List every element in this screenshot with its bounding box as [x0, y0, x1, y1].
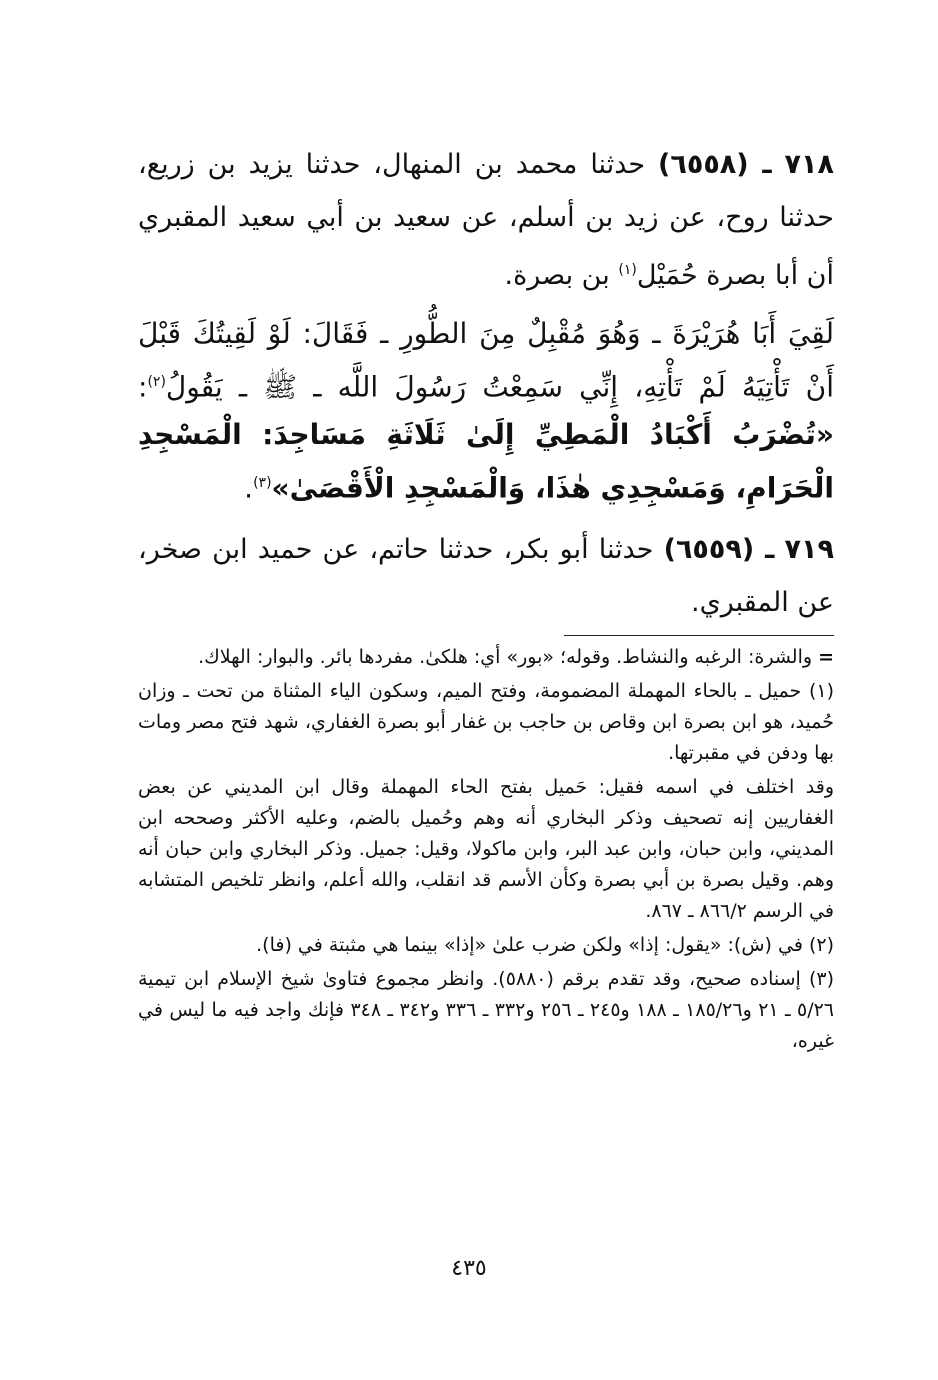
continuation-text: والشرة: الرغبه والنشاط. وقوله؛ «بور» أي: هلكىٰ. مفردها بائر. والبوار: الهلاك.	[198, 645, 813, 668]
continuation-mark: =	[818, 645, 834, 668]
footnote-ref-3[interactable]: (٣)	[253, 475, 272, 492]
hadith-718-matn	[138, 310, 834, 513]
matn-text-1: لَقِيَ أَبَا هُرَيْرَةَ ـ وَهُوَ مُقْبِلٌ مِنَ الطُّورِ ـ فَقَالَ: لَوْ لَقِيتُكَ قَبْلَ أَنْ تَأْتِيَهُ لَمْ تَأْتِهِ، إِنِّي سَمِعْتُ رَسُولَ اللَّه ـ ﷺ ـ يَقُولُ	[138, 317, 834, 404]
footnote-ref-2[interactable]: (٢)	[147, 374, 166, 390]
hadith-719-isnad: ٧١٩ ـ (٦٥٥٩) حدثنا أبو بكر، حدثنا حاتم، عن حميد ابن صخر، عن المقبري.	[138, 533, 834, 618]
matn-end: .	[244, 471, 254, 505]
matn-text-2: :	[138, 370, 148, 404]
hadith-718-ref: (٦٥٥٨)	[658, 149, 749, 180]
footnotes	[138, 642, 834, 1057]
hadith-718-number: ٧١٨	[784, 149, 834, 180]
hadith-719	[138, 523, 834, 629]
page-number: ٤٣٥	[451, 1256, 487, 1281]
hadith-719-isnad-text: حدثنا أبو بكر، حدثنا حاتم، عن حميد ابن صخر، عن المقبري.	[138, 533, 834, 618]
footnote-continuation	[138, 642, 834, 673]
footnote-2: (٢) في (ش): «يقول: إذا» ولكن ضرب علىٰ «إذا» بينما هي مثبتة في (فا).	[256, 933, 834, 956]
hadith-719-number: ٧١٩	[784, 533, 834, 565]
footnote-ref-1[interactable]: (١)	[618, 262, 637, 278]
hadith-718-isnad-text-2: بن بصرة.	[504, 260, 610, 291]
footnote-divider	[564, 635, 834, 636]
footnote-1a: (١) حميل ـ بالحاء المهملة المضمومة، وفتح الميم، وسكون الياء المثناة من تحت ـ وزان حُميد، هو ابن بصرة ابن وقاص بن حاجب بن غفار أبو بصرة الغفاري، شهد فتح مصر ومات بها ودفن في مقبرتها.	[138, 679, 834, 764]
hadith-718-isnad: ٧١٨ ـ (٦٥٥٨) حدثنا محمد بن المنهال، حدثنا يزيد بن زريع، حدثنا روح، عن زيد بن أسلم، عن سعيد بن أبي سعيد المقبري أن أبا بصرة حُمَيْل$^{(١)}$ بن بصرة.	[138, 149, 834, 291]
hadith-718-isnad-text-1: حدثنا محمد بن المنهال، حدثنا يزيد بن زريع، حدثنا روح، عن زيد بن أسلم، عن سعيد بن أبي سعيد المقبري أن أبا بصرة حُمَيْل	[138, 149, 834, 291]
footnote-1b: وقد اختلف في اسمه فقيل: حَميل بفتح الحاء المهملة وقال ابن المديني عن بعض الغفاريين إنه تصحيف وذكر البخاري أنه وهم وحُميل بالضم، وعليه الأكثر وصححه ابن المديني، وابن حبان، وابن عبد البر، وابن ماكولا، وقيل: جميل. وذكر البخاري وابن حبان أنه وهم. وقيل بصرة بن أبي بصرة وكأن الأسم قد انقلب، والله أعلم، وانظر تلخيص المتشابه في الرسم ٨٦٦/٢ ـ ٨٦٧.	[138, 775, 834, 922]
hadith-718	[138, 138, 834, 302]
hadith-719-ref: (٦٥٥٩)	[663, 533, 755, 565]
footnote-3: (٣) إسناده صحيح، وقد تقدم برقم (٥٨٨٠). وانظر مجموع فتاوىٰ شيخ الإسلام ابن تيمية ٥/٢٦ ـ ٢١ و١٨٥/٢٦ ـ ١٨٨ و٢٤٥ ـ ٢٥٦ و٣٣٢ ـ ٣٣٦ و٣٤٢ ـ ٣٤٨ فإنك واجد فيه ما ليس في غيره،	[138, 967, 835, 1052]
prophetic-quote: «تُضْرَبُ أَكْبَادُ الْمَطِيِّ إِلَىٰ ثَلَاثَةِ مَسَاجِدَ: الْمَسْجِدِ الْحَرَامِ، وَمَسْجِدِي هٰذَا، وَالْمَسْجِدِ الْأَقْصَىٰ»	[138, 418, 834, 505]
